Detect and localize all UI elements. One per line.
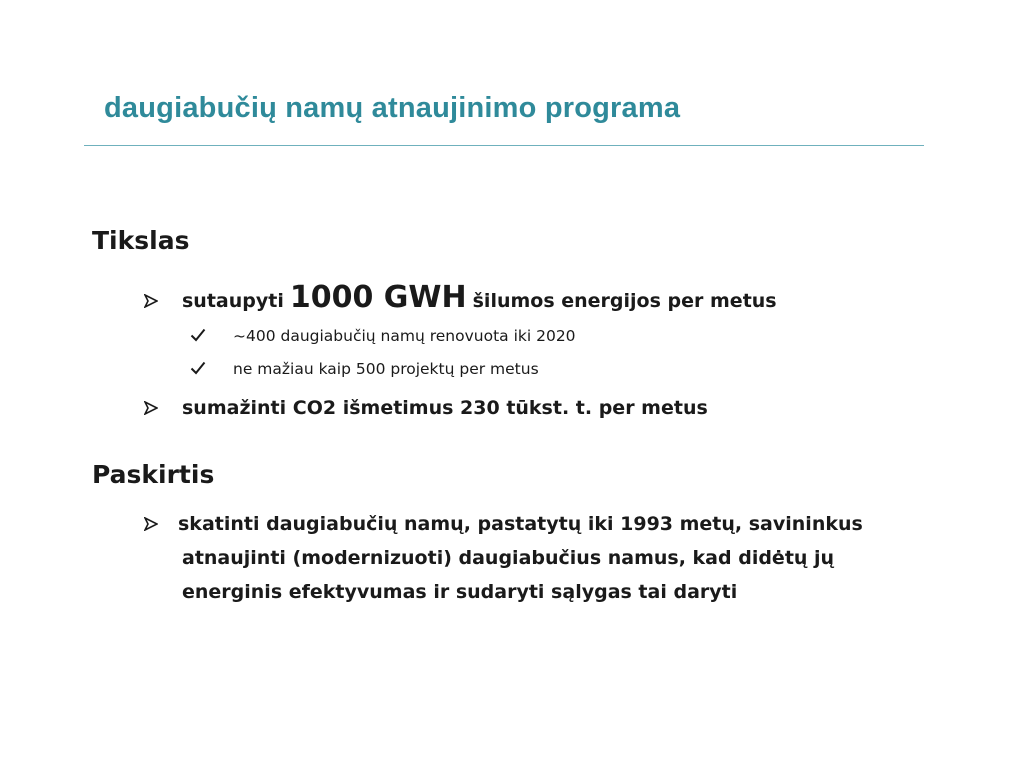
arrow-bullet-icon	[144, 294, 158, 308]
goal-bullet-highlight: 1000 GWH	[289, 280, 467, 315]
title-divider	[84, 145, 924, 146]
arrow-bullet-icon	[144, 517, 158, 531]
purpose-heading: Paskirtis	[92, 460, 215, 489]
goal-bullet-savings	[144, 280, 777, 315]
checkmark-icon	[190, 361, 206, 375]
goal-subbullet-text: ne mažiau kaip 500 projektų per metus	[233, 360, 539, 378]
goal-subbullet	[190, 360, 539, 378]
purpose-line: energinis efektyvumas ir sudaryti sąlygas tai daryti	[182, 581, 738, 603]
purpose-line-text: skatinti daugiabučių namų, pastatytų iki 1993 metų, savininkus	[178, 513, 863, 535]
slide-title: daugiabučių namų atnaujinimo programa	[104, 92, 681, 124]
goal-bullet-text: sumažinti CO2 išmetimus 230 tūkst. t. per metus	[182, 397, 708, 419]
purpose-line: atnaujinti (modernizuoti) daugiabučius namus, kad didėtų jų	[182, 547, 835, 569]
purpose-line	[144, 507, 944, 541]
goal-bullet-co2	[144, 397, 708, 419]
goal-bullet-prefix: sutaupyti	[182, 290, 284, 312]
goal-subbullet	[190, 327, 576, 345]
checkmark-icon	[190, 328, 206, 342]
arrow-bullet-icon	[144, 401, 158, 415]
goal-subbullet-text: ~400 daugiabučių namų renovuota iki 2020	[233, 327, 576, 345]
goal-heading: Tikslas	[92, 226, 190, 255]
purpose-bullet	[144, 507, 944, 609]
goal-bullet-suffix: šilumos energijos per metus	[472, 290, 777, 312]
